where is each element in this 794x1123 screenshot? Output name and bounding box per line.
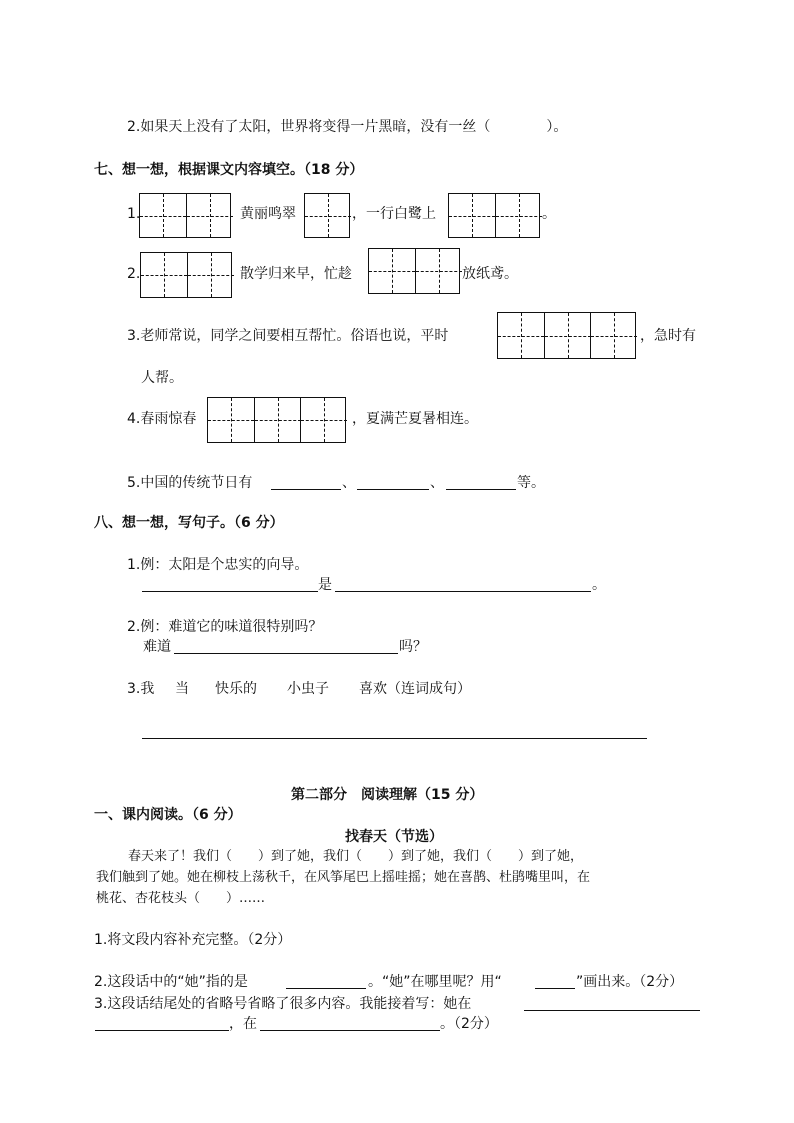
s8-item3-word: 3.我 bbox=[127, 681, 155, 697]
answer-blank[interactable] bbox=[286, 988, 366, 989]
answer-blank[interactable] bbox=[260, 1030, 440, 1031]
grid-cell bbox=[590, 313, 637, 358]
answer-grid-box[interactable] bbox=[368, 248, 460, 294]
s7-item3-text: 3.老师常说，同学之间要相互帮忙。俗语也说，平时 bbox=[127, 328, 449, 344]
question-3-mid: ，在 bbox=[229, 1016, 257, 1032]
grid-cell bbox=[187, 253, 234, 297]
s7-item2-end: 放纸鸢。 bbox=[462, 266, 518, 282]
s7-item5-sep1: 、 bbox=[342, 475, 356, 491]
answer-grid-box[interactable] bbox=[140, 252, 232, 298]
s7-item2-text: 散学归来早，忙趁 bbox=[240, 266, 352, 282]
s8-item3-word: 小虫子 bbox=[287, 681, 329, 697]
s8-item1-end: 。 bbox=[592, 577, 606, 593]
s7-item4-end: ，夏满芒夏暑相连。 bbox=[352, 411, 478, 427]
answer-grid-box[interactable] bbox=[139, 193, 231, 238]
question-2-end: ”画出来。（2分） bbox=[576, 974, 684, 990]
underline-sample bbox=[535, 988, 575, 989]
s8-item3-word: 快乐的 bbox=[215, 681, 257, 697]
answer-blank[interactable] bbox=[335, 591, 591, 592]
answer-grid-box[interactable] bbox=[304, 193, 350, 238]
passage-line: 桃花、杏花枝头（ ）…… bbox=[96, 891, 266, 906]
s8-item1-mid: 是 bbox=[318, 577, 332, 593]
answer-blank[interactable] bbox=[357, 489, 429, 490]
s8-item1-example: 1.例：太阳是个忠实的向导。 bbox=[127, 557, 309, 573]
answer-blank[interactable] bbox=[446, 489, 516, 490]
grid-cell bbox=[415, 249, 462, 293]
q6-item-2: 2.如果天上没有了太阳，世界将变得一片黑暗，没有一丝（ ）。 bbox=[127, 119, 568, 135]
s8-item3-word: 当 bbox=[175, 681, 189, 697]
s7-item5-text: 5.中国的传统节日有 bbox=[127, 475, 253, 491]
grid-cell bbox=[186, 194, 233, 237]
question-1: 1.将文段内容补充完整。（2分） bbox=[94, 932, 292, 948]
s8-item2-start: 难道 bbox=[143, 639, 171, 655]
passage-title: 找春天（节选） bbox=[345, 829, 443, 845]
grid-cell bbox=[300, 398, 347, 442]
s7-item3-end: ，急时有 bbox=[640, 328, 696, 344]
passage-line: 春天来了！我们（ ）到了她，我们（ ）到了她，我们（ ）到了她， bbox=[128, 849, 584, 864]
grid-cell bbox=[449, 194, 495, 237]
s7-item4-text: 4.春雨惊春 bbox=[127, 411, 197, 427]
grid-cell bbox=[369, 249, 415, 293]
s8-item3-word: 喜欢（连词成句） bbox=[359, 681, 471, 697]
s7-item1-text: 黄丽鸣翠 bbox=[240, 206, 296, 222]
section-8-title: 八、想一想，写句子。（6 分） bbox=[94, 515, 284, 531]
grid-cell bbox=[544, 313, 591, 358]
grid-cell bbox=[305, 194, 351, 237]
question-2-start: 2.这段话中的“她”指的是 bbox=[94, 974, 248, 990]
answer-grid-box[interactable] bbox=[448, 193, 540, 238]
grid-cell bbox=[498, 313, 544, 358]
answer-grid-box[interactable] bbox=[207, 397, 346, 443]
grid-cell bbox=[208, 398, 254, 442]
s7-item5-end: 等。 bbox=[517, 475, 545, 491]
answer-blank[interactable] bbox=[95, 1030, 229, 1031]
answer-grid-box[interactable] bbox=[497, 312, 636, 359]
part-2-title: 第二部分 阅读理解（15 分） bbox=[291, 787, 484, 803]
grid-cell bbox=[140, 194, 186, 237]
answer-blank[interactable] bbox=[174, 653, 398, 654]
grid-cell bbox=[495, 194, 542, 237]
s7-item1-num: 1. bbox=[127, 206, 141, 222]
question-2-mid: 。“她”在哪里呢？用“ bbox=[368, 974, 502, 990]
s7-item3-line2: 人帮。 bbox=[141, 370, 183, 386]
s7-item5-sep2: 、 bbox=[430, 475, 444, 491]
question-3-end: 。（2分） bbox=[440, 1016, 498, 1032]
part-2-subsection: 一、课内阅读。（6 分） bbox=[94, 807, 242, 823]
answer-line[interactable] bbox=[142, 738, 647, 739]
s7-item2-num: 2. bbox=[127, 266, 141, 282]
section-7-title: 七、想一想，根据课文内容填空。（18 分） bbox=[94, 162, 364, 178]
question-3-start: 3.这段话结尾处的省略号省略了很多内容。我能接着写：她在 bbox=[94, 996, 472, 1012]
answer-blank[interactable] bbox=[142, 591, 318, 592]
passage-line: 我们触到了她。她在柳枝上荡秋千，在风筝尾巴上摇哇摇；她在喜鹊、杜鹃嘴里叫，在 bbox=[96, 870, 591, 885]
s8-item2-end: 吗？ bbox=[399, 639, 427, 655]
answer-blank[interactable] bbox=[271, 489, 341, 490]
s7-item1-end: 。 bbox=[542, 206, 556, 222]
grid-cell bbox=[254, 398, 301, 442]
grid-cell bbox=[141, 253, 187, 297]
s8-item2-example: 2.例：难道它的味道很特别吗？ bbox=[127, 619, 323, 635]
s7-item1-text2: ，一行白鹭上 bbox=[352, 206, 436, 222]
answer-blank[interactable] bbox=[524, 1010, 700, 1011]
